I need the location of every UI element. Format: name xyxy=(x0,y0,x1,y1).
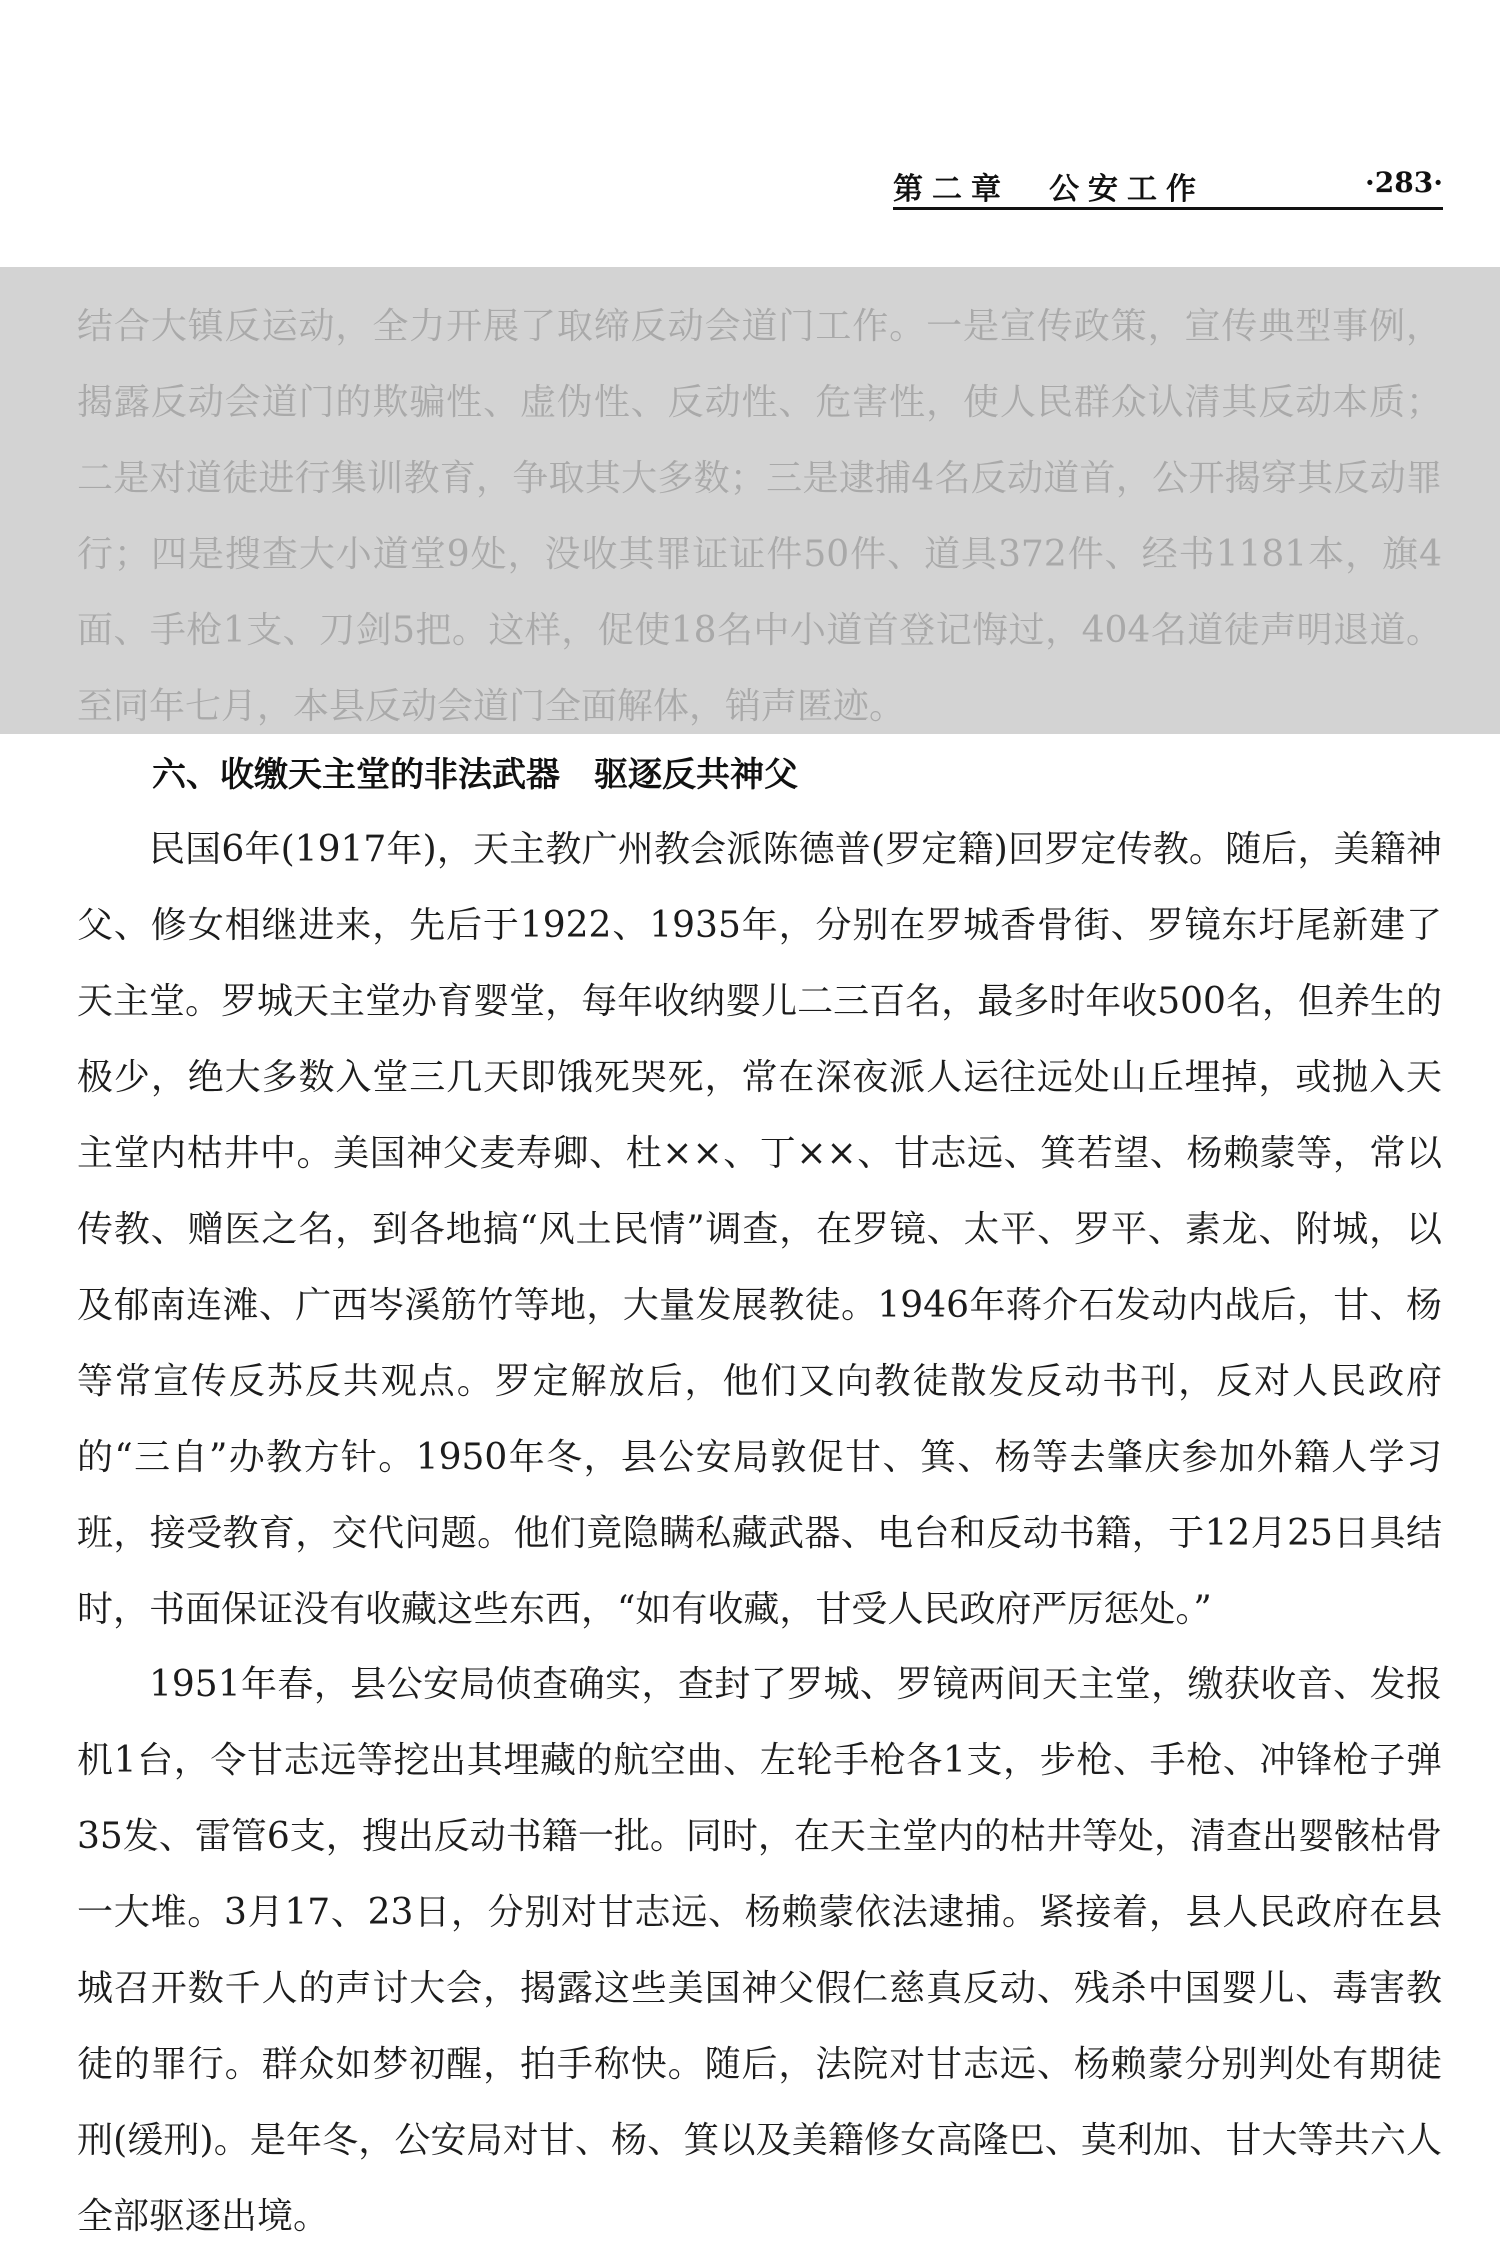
body-paragraph-2: 1951年春，县公安局侦查确实，查封了罗城、罗镜两间天主堂，缴获收音、发报机1台，令甘志远等挖出其埋藏的航空曲、左轮手枪各1支，步枪、手枪、冲锋枪子弹35发、雷管6支，搜出反动书籍一批。同时，在天主堂内的枯井等处，清查出婴骸枯骨一大堆。3月17、23日，分别对甘志远、杨赖蒙依法逮捕。紧接着，县人民政府在县城召开数千人的声讨大会，揭露这些美国神父假仁慈真反动、残杀中国婴儿、毒害教徒的罪行。群众如梦初醒，拍手称快。随后，法院对甘志远、杨赖蒙分别判处有期徒刑(缓刑)。是年冬，公安局对甘、杨、箕以及美籍修女高隆巴、莫利加、甘大等共六人全部驱逐出境。 xyxy=(77,1664,1442,2237)
chapter-title: 第二章 公安工作 xyxy=(893,172,1205,207)
shaded-text-block xyxy=(0,267,1500,734)
page-number: ·283· xyxy=(1365,166,1443,199)
header-rule xyxy=(893,207,1443,210)
body-paragraph-1: 民国6年(1917年)，天主教广州教会派陈德普(罗定籍)回罗定传教。随后，美籍神父、修女相继进来，先后于1922、1935年，分别在罗城香骨街、罗镜东圩尾新建了天主堂。罗城天主堂办育婴堂，每年收纳婴儿二三百名，最多时年收500名，但养生的极少，绝大多数入堂三几天即饿死哭死，常在深夜派人运往远处山丘埋掉，或抛入天主堂内枯井中。美国神父麦寿卿、杜××、丁××、甘志远、箕若望、杨赖蒙等，常以传教、赠医之名，到各地搞“风土民情”调查，在罗镜、太平、罗平、素龙、附城，以及郁南连滩、广西岑溪筋竹等地，大量发展教徒。1946年蒋介石发动内战后，甘、杨等常宣传反苏反共观点。罗定解放后，他们又向教徒散发反动书刊，反对人民政府的“三自”办教方针。1950年冬，县公安局敦促甘、箕、杨等去肇庆参加外籍人学习班，接受教育，交代问题。他们竟隐瞒私藏武器、电台和反动书籍，于12月25日具结时，书面保证没有收藏这些东西，“如有收藏，甘受人民政府严厉惩处。” xyxy=(77,829,1442,1630)
shaded-paragraph: 结合大镇反运动，全力开展了取缔反动会道门工作。一是宣传政策，宣传典型事例，揭露反动会道门的欺骗性、虚伪性、反动性、危害性，使人民群众认清其反动本质；二是对道徒进行集训教育，争取其大多数；三是逮捕4名反动道首，公开揭穿其反动罪行；四是搜查大小道堂9处，没收其罪证证件50件、道具372件、经书1181本，旗4面、手枪1支、刀剑5把。这样，促使18名中小道首登记悔过，404名道徒声明退道。至同年七月，本县反动会道门全面解体，销声匿迹。 xyxy=(77,306,1442,727)
section-heading: 六、收缴天主堂的非法武器 驱逐反共神父 xyxy=(152,755,798,795)
running-header xyxy=(893,160,1443,207)
